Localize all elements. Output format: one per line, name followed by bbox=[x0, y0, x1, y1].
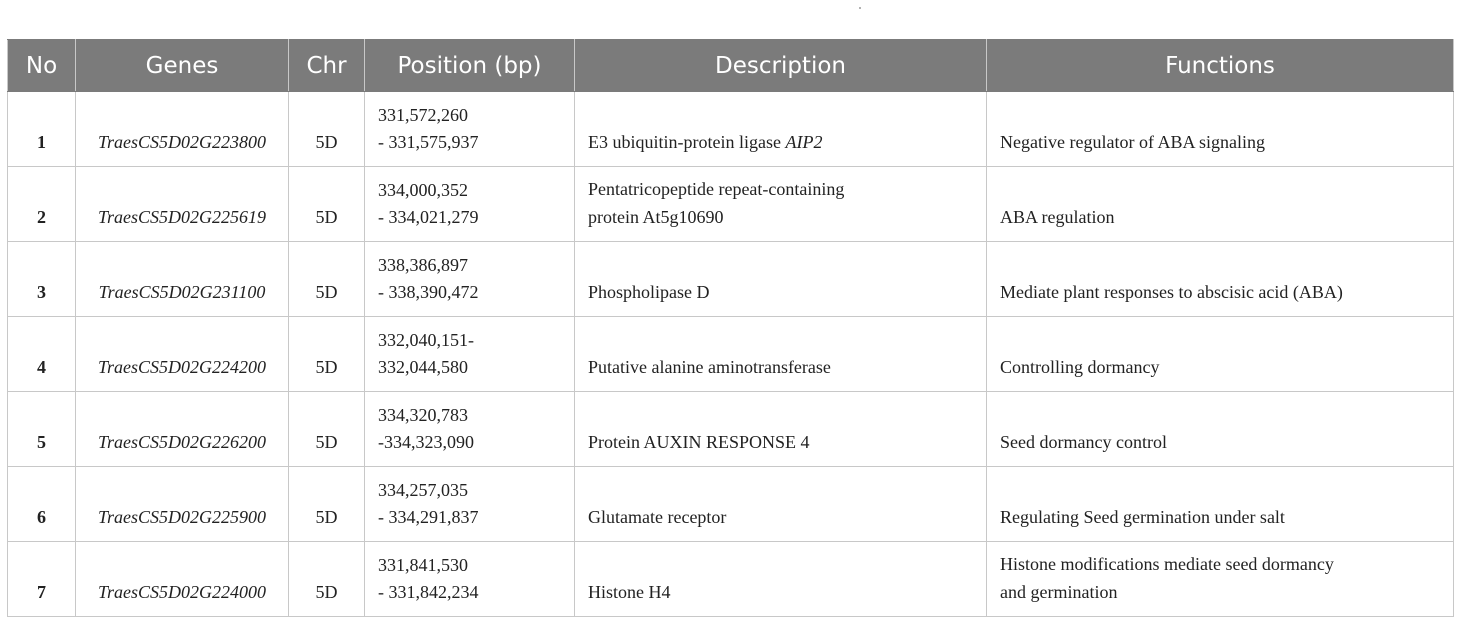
position-end: - 334,291,837 bbox=[378, 507, 479, 527]
cell-gene bbox=[76, 317, 289, 392]
header-genes: Genes bbox=[76, 40, 289, 92]
cell-functions bbox=[987, 167, 1454, 242]
cell-description bbox=[575, 542, 987, 617]
position-end: -334,323,090 bbox=[378, 432, 474, 452]
position-end: - 331,575,937 bbox=[378, 132, 479, 152]
cell-no bbox=[8, 467, 76, 542]
position-start: 334,257,035 bbox=[378, 480, 468, 500]
table-row bbox=[8, 392, 1454, 467]
function-line2: Mediate plant responses to abscisic acid (ABA) bbox=[1000, 282, 1343, 302]
function-line2: Negative regulator of ABA signaling bbox=[1000, 132, 1265, 152]
cell-no-text: 7 bbox=[37, 582, 46, 602]
cell-position bbox=[365, 92, 575, 167]
description-line1 bbox=[588, 325, 973, 353]
header-position: Position (bp) bbox=[365, 40, 575, 92]
description-line2 bbox=[588, 428, 973, 456]
cell-no bbox=[8, 92, 76, 167]
function-line1 bbox=[1000, 100, 1440, 128]
gene-table bbox=[7, 39, 1454, 617]
table-row bbox=[8, 542, 1454, 617]
cell-position bbox=[365, 542, 575, 617]
cell-no bbox=[8, 542, 76, 617]
position-end: 332,044,580 bbox=[378, 357, 468, 377]
cell-chr-text: 5D bbox=[315, 507, 338, 527]
description-line2 bbox=[588, 353, 973, 381]
cell-gene bbox=[76, 92, 289, 167]
position-start: 331,572,260 bbox=[378, 105, 468, 125]
position-start: 332,040,151- bbox=[378, 330, 474, 350]
cell-gene bbox=[76, 467, 289, 542]
description-italic: AIP2 bbox=[785, 132, 823, 152]
cell-no bbox=[8, 242, 76, 317]
description-line2 bbox=[588, 578, 973, 606]
cell-position bbox=[365, 392, 575, 467]
description-line2 bbox=[588, 128, 973, 156]
cell-functions bbox=[987, 467, 1454, 542]
function-line2: and germination bbox=[1000, 582, 1118, 602]
description-text: protein At5g10690 bbox=[588, 207, 724, 227]
function-line2: Controlling dormancy bbox=[1000, 357, 1160, 377]
function-line1 bbox=[1000, 400, 1440, 428]
cell-chr bbox=[289, 167, 365, 242]
cell-chr bbox=[289, 92, 365, 167]
cell-chr bbox=[289, 392, 365, 467]
cell-no-text: 3 bbox=[37, 282, 46, 302]
cell-gene-text: TraesCS5D02G223800 bbox=[97, 132, 267, 152]
position-start: 338,386,897 bbox=[378, 255, 468, 275]
position-end: - 338,390,472 bbox=[378, 282, 479, 302]
cell-no bbox=[8, 317, 76, 392]
function-line1 bbox=[1000, 325, 1440, 353]
cell-chr-text: 5D bbox=[315, 282, 338, 302]
cell-position bbox=[365, 242, 575, 317]
cell-functions bbox=[987, 317, 1454, 392]
cell-functions bbox=[987, 242, 1454, 317]
cell-chr bbox=[289, 317, 365, 392]
cell-no-text: 1 bbox=[37, 132, 46, 152]
table-row bbox=[8, 467, 1454, 542]
cell-chr-text: 5D bbox=[315, 132, 338, 152]
cell-no-text: 4 bbox=[37, 357, 46, 377]
position-end: - 334,021,279 bbox=[378, 207, 479, 227]
description-line1 bbox=[588, 100, 973, 128]
cell-no-text: 6 bbox=[37, 507, 46, 527]
cell-position bbox=[365, 317, 575, 392]
cell-description bbox=[575, 92, 987, 167]
cell-description bbox=[575, 317, 987, 392]
cell-gene bbox=[76, 392, 289, 467]
decorative-dot bbox=[859, 7, 861, 9]
description-line2 bbox=[588, 203, 973, 231]
cell-gene-text: TraesCS5D02G224000 bbox=[97, 582, 267, 602]
cell-gene-text: TraesCS5D02G225900 bbox=[97, 507, 267, 527]
description-line1 bbox=[588, 475, 973, 503]
position-start: 334,000,352 bbox=[378, 180, 468, 200]
function-line1: Histone modifications mediate seed dormancy bbox=[1000, 554, 1334, 574]
function-line2: Seed dormancy control bbox=[1000, 432, 1167, 452]
cell-description bbox=[575, 392, 987, 467]
cell-functions bbox=[987, 392, 1454, 467]
table-header-row bbox=[8, 40, 1454, 92]
cell-gene bbox=[76, 242, 289, 317]
header-description: Description bbox=[575, 40, 987, 92]
cell-chr-text: 5D bbox=[315, 357, 338, 377]
description-text: E3 ubiquitin-protein ligase bbox=[588, 132, 781, 152]
description-line1 bbox=[588, 550, 973, 578]
cell-description bbox=[575, 167, 987, 242]
header-no: No bbox=[8, 40, 76, 92]
cell-functions bbox=[987, 542, 1454, 617]
cell-description bbox=[575, 242, 987, 317]
cell-no-text: 2 bbox=[37, 207, 46, 227]
table-row bbox=[8, 167, 1454, 242]
cell-chr-text: 5D bbox=[315, 432, 338, 452]
description-text: Glutamate receptor bbox=[588, 507, 727, 527]
cell-no bbox=[8, 167, 76, 242]
cell-gene-text: TraesCS5D02G225619 bbox=[97, 207, 267, 227]
description-text: Histone H4 bbox=[588, 582, 671, 602]
cell-chr-text: 5D bbox=[315, 207, 338, 227]
position-start: 334,320,783 bbox=[378, 405, 468, 425]
table-row bbox=[8, 92, 1454, 167]
table-row bbox=[8, 317, 1454, 392]
cell-chr bbox=[289, 467, 365, 542]
position-start: 331,841,530 bbox=[378, 555, 468, 575]
function-line2: ABA regulation bbox=[1000, 207, 1115, 227]
description-line2 bbox=[588, 503, 973, 531]
function-line2: Regulating Seed germination under salt bbox=[1000, 507, 1285, 527]
cell-position bbox=[365, 467, 575, 542]
cell-position bbox=[365, 167, 575, 242]
description-text: Protein AUXIN RESPONSE 4 bbox=[588, 432, 810, 452]
cell-gene bbox=[76, 167, 289, 242]
cell-chr-text: 5D bbox=[315, 582, 338, 602]
cell-gene-text: TraesCS5D02G226200 bbox=[97, 432, 267, 452]
cell-no-text: 5 bbox=[37, 432, 46, 452]
header-chr: Chr bbox=[289, 40, 365, 92]
cell-gene bbox=[76, 542, 289, 617]
description-line2 bbox=[588, 278, 973, 306]
header-functions: Functions bbox=[987, 40, 1454, 92]
description-line1: Pentatricopeptide repeat-containing bbox=[588, 179, 845, 199]
cell-no bbox=[8, 392, 76, 467]
description-line1 bbox=[588, 400, 973, 428]
description-text: Phospholipase D bbox=[588, 282, 710, 302]
description-line1 bbox=[588, 250, 973, 278]
position-end: - 331,842,234 bbox=[378, 582, 479, 602]
table-row bbox=[8, 242, 1454, 317]
cell-functions bbox=[987, 92, 1454, 167]
cell-gene-text: TraesCS5D02G231100 bbox=[98, 282, 266, 302]
description-text: Putative alanine aminotransferase bbox=[588, 357, 831, 377]
cell-description bbox=[575, 467, 987, 542]
function-line1 bbox=[1000, 250, 1440, 278]
function-line1 bbox=[1000, 475, 1440, 503]
function-line1 bbox=[1000, 175, 1440, 203]
cell-chr bbox=[289, 542, 365, 617]
cell-gene-text: TraesCS5D02G224200 bbox=[97, 357, 267, 377]
cell-chr bbox=[289, 242, 365, 317]
